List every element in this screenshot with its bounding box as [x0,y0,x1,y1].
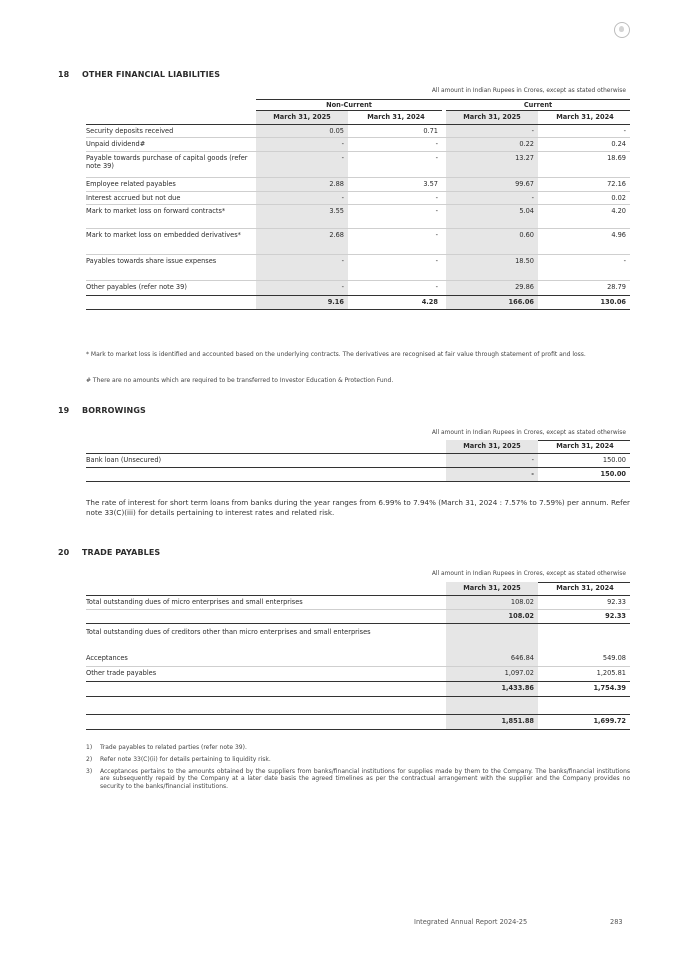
cell-value: 28.79 [607,283,626,291]
cell-value: 0.71 [423,127,438,135]
row-label: Mark to market loss on embedded derivatives* [86,231,241,239]
footnote-unpaid-dividend: # There are no amounts which are required to be transferred to Investor Education & Protection Fund. [86,377,394,384]
cell-value: 13.27 [446,152,538,177]
cell-value: - [256,281,348,295]
footnote-mtm: * Mark to market loss is identified and accounted based on the underlying contracts. The derivatives are recognised at fair value through statement of profit and loss. [86,351,586,358]
column-header-row [86,111,630,125]
other-financial-liabilities-table [86,99,630,310]
row-label: Total outstanding dues of creditors other than micro enterprises and small enterprises [86,628,371,636]
total-row [86,468,630,482]
cell-value: - [446,454,538,467]
table-row [86,667,630,682]
row-label: Employee related payables [86,180,176,188]
table-row [86,125,630,138]
cell-value: 4.20 [611,207,626,215]
cell-value: - [435,231,438,239]
cell-value: - [446,125,538,137]
subtotal-row [86,682,630,697]
table-row [86,624,630,650]
row-label: Payables towards share issue expenses [86,257,217,265]
subtotal-value: 1,754.39 [593,684,626,692]
cell-value: - [435,283,438,291]
column-header-row [86,582,630,596]
row-label: Mark to market loss on forward contracts* [86,207,226,215]
cell-value: - [435,257,438,265]
table-row [86,255,630,281]
row-label: Unpaid dividend# [86,140,146,148]
col-header: March 31, 2024 [367,113,425,121]
table-row [86,454,630,468]
group-header-row [86,99,630,111]
total-value: 1,851.88 [446,715,538,729]
cell-value: - [256,152,348,177]
list-item: 3) Acceptances pertains to the amounts obtained by the suppliers from banks/financial institutions for supplies made by them to the Company. The banks/financial institutions are subsequently repaid by the Company at a later date basis the agreed timelines as per the contractual arrangement with the supplier and the Company provides no security to the banks/financial institutions. [86,767,630,791]
table-row [86,152,630,178]
col-header: March 31, 2024 [556,584,614,592]
subtotal-value: 108.02 [446,610,538,623]
table-row [86,650,630,667]
total-row [86,296,630,310]
cell-value: 29.86 [446,281,538,295]
table-row [86,281,630,296]
subtotal-value: 92.33 [605,612,626,620]
amount-unit-note: All amount in Indian Rupees in Crores, except as stated otherwise [431,430,626,436]
row-label: Other payables (refer note 39) [86,283,187,291]
row-label: Bank loan (Unsecured) [86,456,162,464]
trade-payables-notes [86,744,630,795]
cell-value: 0.22 [446,138,538,151]
table-row [86,138,630,152]
row-label: Total outstanding dues of micro enterprises and small enterprises [86,598,303,606]
cell-value: 0.05 [256,125,348,137]
cell-value: 1,097.02 [446,667,538,681]
total-row [86,715,630,730]
col-header: March 31, 2025 [446,111,538,124]
total-value: 4.28 [421,298,438,306]
cell-value: - [435,140,438,148]
col-header: March 31, 2024 [556,113,614,121]
cell-value: 0.02 [611,194,626,202]
cell-value: - [623,127,626,135]
col-header: March 31, 2025 [446,440,538,453]
subtotal-value: 1,433.86 [446,682,538,696]
cell-value: 549.08 [602,654,626,662]
cell-value: 646.84 [446,650,538,666]
total-value: 9.16 [256,296,348,309]
cell-value: - [256,192,348,204]
total-value: - [446,468,538,481]
cell-value: 108.02 [446,596,538,609]
total-value: 130.06 [600,298,626,306]
list-item: 1) Trade payables to related parties (refer note 39). [86,744,247,751]
borrowings-table [86,440,630,482]
cell-value: 72.16 [607,180,626,188]
total-value: 166.06 [446,296,538,309]
total-value: 150.00 [600,470,626,478]
trade-payables-table [86,582,630,730]
cell-value: - [435,154,438,162]
row-label: Payable towards purchase of capital goods (refer note 39) [86,154,248,171]
cell-value: 150.00 [602,456,626,464]
page-number: 283 [610,918,623,926]
row-label: Interest accrued but not due [86,194,181,202]
cell-value: - [435,194,438,202]
subtotal-row [86,610,630,624]
cell-value: 3.57 [423,180,438,188]
cell-value: 3.55 [256,205,348,228]
col-header: March 31, 2024 [556,442,614,450]
table-row [86,229,630,255]
row-label: Other trade payables [86,669,157,677]
cell-value: 5.04 [446,205,538,228]
list-item: 2) Refer note 33(C)(ii) for details pertaining to liquidity risk. [86,755,271,763]
cell-value: - [256,255,348,280]
col-header: March 31, 2025 [256,111,348,124]
company-logo-icon [614,22,630,38]
table-row [86,596,630,610]
cell-value: 99.67 [446,178,538,191]
cell-value: - [446,192,538,204]
cell-value: - [256,138,348,151]
cell-value: - [435,207,438,215]
cell-value: - [623,257,626,265]
group-non-current: Non-Current [326,101,372,109]
col-header: March 31, 2025 [446,582,538,595]
group-current: Current [523,101,553,109]
row-label: Security deposits received [86,127,174,135]
amount-unit-note: All amount in Indian Rupees in Crores, except as stated otherwise [431,571,626,577]
table-row [86,205,630,229]
cell-value: 0.24 [611,140,626,148]
cell-value: 92.33 [607,598,626,606]
total-value: 1,699.72 [593,717,626,725]
cell-value: 4.96 [611,231,626,239]
section-heading-19: 19 BORROWINGS [58,406,146,415]
cell-value: 1,205.81 [596,669,626,677]
cell-value: 0.60 [446,229,538,254]
borrowings-interest-paragraph: The rate of interest for short term loans from banks during the year ranges from 6.99% to 7.94% (March 31, 2024 : 7.57% to 7.59%) per annum. Refer note 33(C)(iii) for details pertaining to interest rates and related risk. [86,498,630,518]
section-heading-20: 20 TRADE PAYABLES [58,548,161,557]
section-heading-18: 18 OTHER FINANCIAL LIABILITIES [58,70,221,79]
table-row [86,192,630,205]
cell-value: 18.50 [446,255,538,280]
spacer-row [86,697,630,715]
cell-value: 2.88 [256,178,348,191]
shade-cell [446,697,538,714]
row-label: Acceptances [86,654,128,662]
shade-cell [446,624,538,650]
table-row [86,178,630,192]
footer-report-title: Integrated Annual Report 2024-25 [414,918,528,926]
column-header-row [86,440,630,454]
cell-value: 2.68 [256,229,348,254]
cell-value: 18.69 [607,154,626,162]
amount-unit-note: All amount in Indian Rupees in Crores, except as stated otherwise [431,88,626,94]
